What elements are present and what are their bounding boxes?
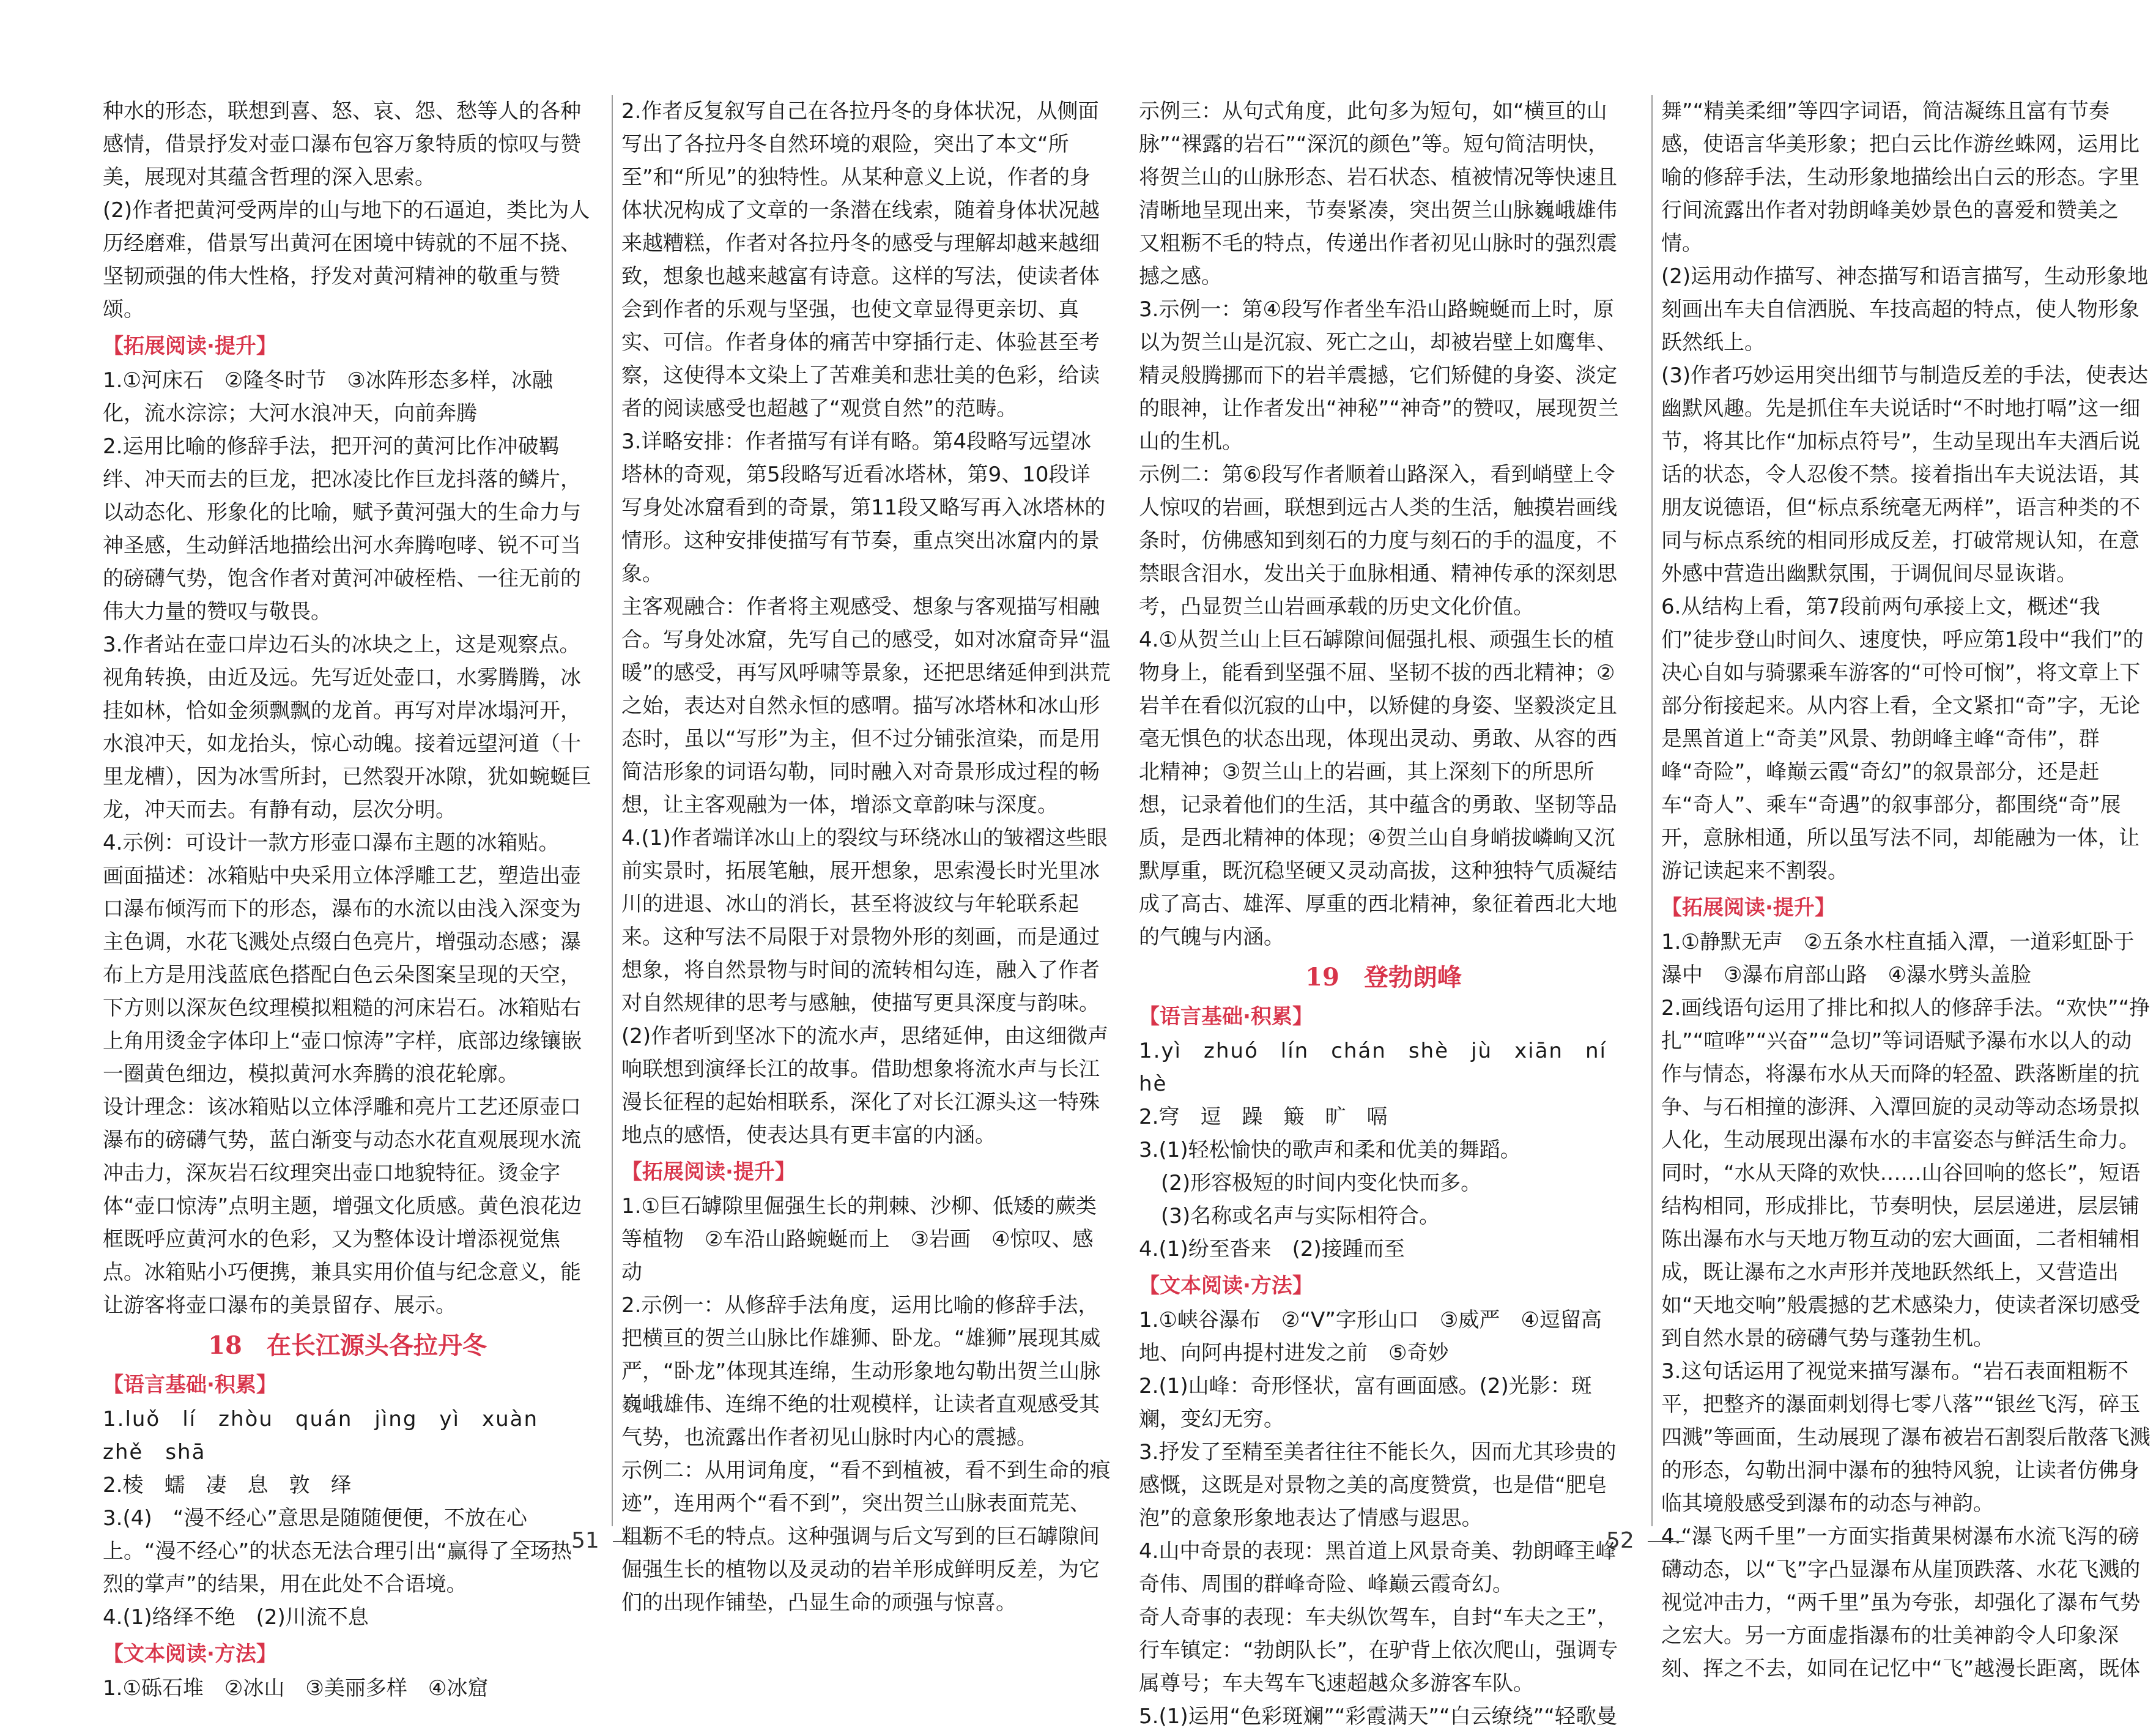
answer-paragraph: 3.这句话运用了视觉来描写瀑布。“岩石表面粗粝不平，把整齐的瀑面刺划得七零八落”“银丝飞泻，碎玉四溅”等画面，生动展现了瀑布被岩石割裂后散落飞溅的形态，勾勒出洞中瀑布的独特风貌，让读者仿佛身临其境般感受到瀑布的动态与神韵。: [1661, 1359, 2150, 1516]
answer-paragraph: 主客观融合：作者将主观感受、想象与客观描写相融合。写身处冰窟，先写自己的感受，如对冰窟奇异“温暖”的感受，再写风呼啸等景象，还把思绪延伸到洪荒之始，表达对自然永恒的感喟。描写冰塔林和冰山形态时，虽以“写形”为主，但不过分铺张渲染，而是用简洁形象的词语勾勒，同时融入对奇景形成过程的畅想，让主客观融为一体，增添文章韵味与深度。: [621, 595, 1111, 817]
answer-paragraph: 2.画线语句运用了排比和拟人的修辞手法。“欢快”“挣扎”“喧哗”“兴奋”“急切”等词语赋予瀑布水以人的动作与情态，将瀑布水从天而降的轻盈、跌落断崖的抗争、与石相撞的澎湃、入潭回旋的灵动等动态场景拟人化，生动展现出瀑布水的丰富姿态与鲜活生命力。同时，“水从天降的欢快……山谷回响的悠长”，短语结构相同，形成排比，节奏明快，层层递进，层层铺陈出瀑布水与天地万物互动的宏大画面，二者相辅相成，既让瀑布之水声形并茂地跃然纸上，又营造出如“天地交响”般震撼的艺术感染力，使读者深切感受到自然水景的磅礴气势与蓬勃生机。: [1661, 996, 2150, 1351]
answer-paragraph: 3.(1)轻松愉快的歌声和柔和优美的舞蹈。: [1139, 1138, 1521, 1162]
answer-paragraph: 设计理念：该冰箱贴以立体浮雕和亮片工艺还原壶口瀑布的磅礴气势，蓝白渐变与动态水花直观展现水流冲击力，深灰岩石纹理突出壶口地貌特征。烫金字体“壶口惊涛”点明主题，增强文化质感。黄色浪花边框既呼应黄河水的色彩，又为整体设计增添视觉焦点。冰箱贴小巧便携，兼具实用价值与纪念意义，能让游客将壶口瀑布的美景留存、展示。: [103, 1095, 582, 1318]
column-divider: [1651, 95, 1653, 1526]
lesson-title: 19 登勃朗峰: [1305, 963, 1462, 992]
answer-paragraph: 2.作者反复叙写自己在各拉丹冬的身体状况，从侧面写出了各拉丹冬自然环境的艰险，突出了本文“所至”和“所见”的独特性。从某种意义上说，作者的身体状况构成了文章的一条潜在线索，随着身体状况越来越糟糕，作者对各拉丹冬的感受与理解却越来越细致，想象也越来越富有诗意。这样的写法，使读者体会到作者的乐观与坚强，也使文章显得更亲切、真实、可信。作者身体的痛苦中穿插行走、体验甚至考察，这使得本文染上了苦难美和悲壮美的色彩，给读者的阅读感受也超越了“观赏自然”的范畴。: [621, 99, 1100, 421]
answer-paragraph: 奇人奇事的表现：车夫纵饮驾车，自封“车夫之王”，行车镇定：“勃朗队长”，在驴背上依次爬山，强调专属尊号；车夫驾车飞速超越众多游客车队。: [1139, 1605, 1618, 1696]
answer-paragraph: 1.①静默无声 ②五条水柱直插入潭，一道彩虹卧于瀑中 ③瀑布肩部山路 ④瀑水劈头盖脸: [1661, 930, 2135, 987]
answer-paragraph: 示例三：从句式角度，此句多为短句，如“横亘的山脉”“裸露的岩石”“深沉的颜色”等。短句简洁明快，将贺兰山的山脉形态、岩石状态、植被情况等快速且清晰地呈现出来，节奏紧凑，突出贺兰山脉巍峨雄伟又粗粝不毛的特点，传递出作者初见山脉时的强烈震撼之感。: [1139, 99, 1617, 289]
left-column-2: [621, 95, 1111, 1619]
section-heading: 【语言基础·积累】: [1139, 1004, 1313, 1029]
answer-paragraph: (2)形容极短的时间内变化快而多。: [1161, 1171, 1482, 1195]
answer-paragraph: 4.①从贺兰山上巨石罅隙间倔强扎根、顽强生长的植物身上，能看到坚强不屈、坚韧不拔的西北精神；②岩羊在看似沉寂的山中，以矫健的身姿、坚毅淡定且毫无惧色的状态出现，体现出灵动、勇敢、从容的西北精神；③贺兰山上的岩画，其上深刻下的所思所想，记录着他们的生活，其中蕴含的勇敢、坚韧等品质，是西北精神的体现；④贺兰山自身峭拔嶙峋又沉默厚重，既沉稳坚硬又灵动高拔，这种独特气质凝结成了高古、雄浑、厚重的西北精神，象征着西北大地的气魄与内涵。: [1139, 628, 1617, 949]
answer-paragraph: 2.穹 逗 躁 簸 旷 嗝: [1139, 1105, 1388, 1129]
answer-paragraph: 1.①砾石堆 ②冰山 ③美丽多样 ④冰窟: [103, 1676, 489, 1701]
answer-paragraph: 3.详略安排：作者描写有详有略。第4段略写远望冰塔林的奇观，第5段略写近看冰塔林，第9、10段详写身处冰窟看到的奇景，第11段又略写再入冰塔林的情形。这种安排使描写有节奏，重点突出冰窟内的景象。: [621, 429, 1106, 586]
answer-paragraph: 2.棱 蠕 凄 息 敦 绎: [103, 1473, 352, 1497]
answer-paragraph: 1.①河床石 ②隆冬时节 ③冰阵形态多样，冰融化，流水淙淙；大河水浪冲天，向前奔腾: [103, 368, 553, 426]
answer-paragraph: (3)名称或名声与实际相符合。: [1161, 1204, 1440, 1228]
answer-paragraph: (2)作者把黄河受两岸的山与地下的石逼迫，类比为人历经磨难，借景写出黄河在困境中铸就的不屈不挠、坚韧顽强的伟大性格，抒发对黄河精神的敬重与赞颂。: [103, 198, 590, 322]
answer-paragraph: 画面描述：冰箱贴中央采用立体浮雕工艺，塑造出壶口瀑布倾泻而下的形态，瀑布的水流以由浅入深变为主色调，水花飞溅处点缀白色亮片，增强动态感；瀑布上方是用浅蓝底色搭配白色云朵图案呈现的天空，下方则以深灰色纹理模拟粗糙的河床岩石。冰箱贴右上角用烫金字体印上“壶口惊涛”字样，底部边缘镶嵌一圈黄色细边，模拟黄河水奔腾的浪花轮廓。: [103, 864, 582, 1086]
section-heading: 【拓展阅读·提升】: [1661, 896, 1836, 920]
section-heading: 【拓展阅读·提升】: [621, 1160, 796, 1184]
answer-paragraph: 示例二：从用词角度，“看不到植被，看不到生命的痕迹”，连用两个“看不到”，突出贺兰山脉表面荒芜、粗粝不毛的特点。这种强调与后文写到的巨石罅隙间倔强生长的植物以及灵动的岩羊形成鲜明反差，为它们的出现作铺垫，凸显生命的顽强与惊喜。: [621, 1458, 1111, 1615]
answer-paragraph: 4.“瀑飞两千里”一方面实指黄果树瀑布水流飞泻的磅礴动态，以“飞”字凸显瀑布从崖顶跌落、水花飞溅的视觉冲击力，“两千里”虽为夸张，却强化了瀑布气势之宏大。另一方面虚指瀑布的壮美神韵令人印象深刻、挥之不去，如同在记忆中“飞”越漫长距离，既体: [1661, 1524, 2141, 1681]
answer-paragraph: 4.山中奇景的表现：黑首道上风景奇美、勃朗峰主峰奇伟、周围的群峰奇险、峰巅云霞奇幻。: [1139, 1539, 1617, 1597]
right-column-1: [1139, 95, 1628, 1733]
column-divider: [612, 95, 613, 1526]
answer-paragraph: 6.从结构上看，第7段前两句承接上文，概述“我们”徒步登山时间久、速度快，呼应第1段中“我们”的决心自如与骑骡乘车游客的“可怜可悯”，将文章上下部分衔接起来。从内容上看，全文紧扣“奇”字，无论是黑首道上“奇美”风景、勃朗峰主峰“奇伟”，群峰“奇险”，峰巅云霞“奇幻”的叙景部分，还是赶车“奇人”、乘车“奇遇”的叙事部分，都围绕“奇”展开，意脉相通，所以虽写法不同，却能融为一体，让游记读起来不割裂。: [1661, 595, 2144, 883]
answer-paragraph: (3)作者巧妙运用突出细节与制造反差的手法，使表达幽默风趣。先是抓住车夫说话时“不时地打嗝”这一细节，将其比作“加标点符号”，生动呈现出车夫酒后说话的状态，令人忍俊不禁。接着指出车夫说法语，其朋友说德语，但“标点系统毫无两样”，语言种类的不同与标点系统的相同形成反差，打破常规认知，在意外感中营造出幽默氛围，于调侃间尽显诙谐。: [1661, 363, 2149, 586]
answer-paragraph: (2)作者听到坚冰下的流水声，思绪延伸，由这细微声响联想到演绎长江的故事。借助想象将流水声与长江漫长征程的起始相联系，深化了对长江源头这一特殊地点的感悟，使表达具有更丰富的内涵。: [621, 1024, 1109, 1148]
section-heading: 【文本阅读·方法】: [1139, 1274, 1313, 1298]
pinyin-answer: 1.yì zhuó lín chán shè jù xiān ní hè: [1139, 1039, 1629, 1096]
answer-paragraph: 种水的形态，联想到喜、怒、哀、怨、愁等人的各种感情，借景抒发对壶口瀑布包容万象特质的惊叹与赞美，展现对其蕴含哲理的深入思索。: [103, 99, 581, 190]
section-heading: 【语言基础·积累】: [103, 1373, 277, 1397]
answer-paragraph: 3.示例一：第④段写作者坐车沿山路蜿蜒而上时，原以为贺兰山是沉寂、死亡之山，却被岩壁上如鹰隼、精灵般腾挪而下的岩羊震撼，它们矫健的身姿、淡定的眼神，让作者发出“神秘”“神奇”的赞叹，展现贺兰山的生机。: [1139, 297, 1619, 454]
lesson-title: 18 在长江源头各拉丹冬: [208, 1331, 487, 1360]
answer-paragraph: 4.(1)络绎不绝 (2)川流不息: [103, 1605, 369, 1630]
right-page: [1078, 0, 2156, 1729]
answer-paragraph: (2)运用动作描写、神态描写和语言描写，生动形象地刻画出车夫自信洒脱、车技高超的特点，使人物形象跃然纸上。: [1661, 264, 2149, 355]
answer-paragraph: 3.作者站在壶口岸边石头的冰块之上，这是观察点。视角转换，由近及远。先写近处壶口，水雾腾腾，冰挂如林，恰如金须飘飘的龙首。再写对岸冰塌河开，水浪冲天，如龙抬头，惊心动魄。接着远望河道（十里龙槽），因为冰雪所封，已然裂开冰隙，犹如蜿蜒巨龙，冲天而去。有静有动，层次分明。: [103, 633, 591, 822]
answer-paragraph: 5.(1)运用“色彩斑斓”“彩霞满天”“白云缭绕”“轻歌曼: [1139, 1704, 1617, 1729]
answer-paragraph: 2.(1)山峰：奇形怪状，富有画面感。(2)光影：斑斓，变幻无穷。: [1139, 1374, 1592, 1431]
page-number-right: 52: [1543, 1528, 1698, 1553]
answer-paragraph: 4.(1)纷至沓来 (2)接踵而至: [1139, 1237, 1405, 1261]
page-number-left: 51: [508, 1528, 663, 1553]
answer-paragraph: 2.示例一：从修辞手法角度，运用比喻的修辞手法，把横亘的贺兰山脉比作雄狮、卧龙。“雄狮”展现其威严，“卧龙”体现其连绵，生动形象地勾勒出贺兰山脉巍峨雄伟、连绵不绝的壮观模样，让读者直观感受其气势，也流露出作者初见山脉时内心的震撼。: [621, 1293, 1101, 1450]
answer-paragraph: 3.抒发了至精至美者往往不能长久，因而尤其珍贵的感慨，这既是对景物之美的高度赞赏，也是借“肥皂泡”的意象形象地表达了情感与遐思。: [1139, 1440, 1617, 1531]
section-heading: 【拓展阅读·提升】: [103, 334, 277, 358]
answer-paragraph: 4.示例：可设计一款方形壶口瀑布主题的冰箱贴。: [103, 831, 560, 855]
left-column-1: [103, 95, 592, 1705]
answer-paragraph: 舞”“精美柔细”等四字词语，简洁凝练且富有节奏感，使语言华美形象；把白云比作游丝蛛网，运用比喻的修辞手法，生动形象地描绘出白云的形态。字里行间流露出作者对勃朗峰美妙景色的喜爱和赞美之情。: [1661, 99, 2139, 256]
right-column-2: [1661, 95, 2150, 1685]
pinyin-answer: 1.luǒ lí zhòu quán jìng yì xuàn zhě shā: [103, 1407, 561, 1464]
answer-paragraph: 1.①峡谷瀑布 ②“V”字形山口 ③威严 ④逗留高地、向阿冉提村进发之前 ⑤奇妙: [1139, 1308, 1602, 1365]
answer-paragraph: 示例二：第⑥段写作者顺着山路深入，看到峭壁上令人惊叹的岩画，联想到远古人类的生活，触摸岩画线条时，仿佛感知到刻石的力度与刻石的手的温度，不禁眼含泪水，发出关于血脉相通、精神传承的深刻思考，凸显贺兰山岩画承载的历史文化价值。: [1139, 462, 1617, 619]
answer-paragraph: 3.(4) “漫不经心”意思是随随便便，不放在心上。“漫不经心”的状态无法合理引出“赢得了全场热烈的掌声”的结果，用在此处不合语境。: [103, 1506, 572, 1597]
answer-paragraph: 4.(1)作者端详冰山上的裂纹与环绕冰山的皱褶这些眼前实景时，拓展笔触，展开想象，思索漫长时光里冰川的进退、冰山的消长，甚至将波纹与年轮联系起来。这种写法不局限于对景物外形的刻画，而是通过想象，将自然景物与时间的流转相勾连，融入了作者对自然规律的思考与感触，使描写更具深度与韵味。: [621, 826, 1108, 1015]
answer-paragraph: 2.运用比喻的修辞手法，把开河的黄河比作冲破羁绊、冲天而去的巨龙，把冰凌比作巨龙抖落的鳞片，以动态化、形象化的比喻，赋予黄河强大的生命力与神圣感，生动鲜活地描绘出河水奔腾咆哮、锐不可当的磅礴气势，饱含作者对黄河冲破桎梏、一往无前的伟大力量的赞叹与敬畏。: [103, 434, 581, 624]
answer-paragraph: 1.①巨石罅隙里倔强生长的荆棘、沙柳、低矮的蕨类等植物 ②车沿山路蜿蜒而上 ③岩画 ④惊叹、感动: [621, 1194, 1097, 1285]
section-heading: 【文本阅读·方法】: [103, 1642, 277, 1666]
